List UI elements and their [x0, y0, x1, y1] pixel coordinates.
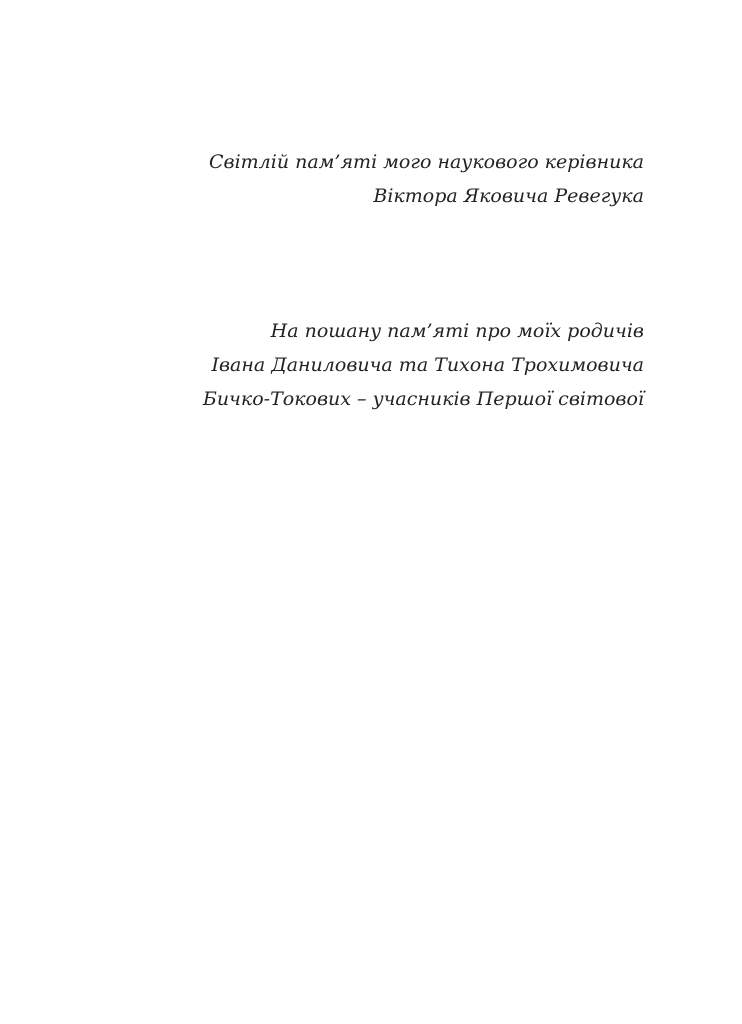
dedication-line: Світлій пам’яті мого наукового керівника — [208, 151, 644, 173]
dedication-to-supervisor — [84, 145, 644, 213]
dedication-line: Івана Даниловича та Тихона Трохимовича — [211, 354, 644, 376]
dedication-line: На пошану пам’яті про моїх родичів — [270, 320, 644, 342]
dedication-line: Віктора Яковича Ревегука — [373, 185, 644, 207]
dedication-line: Бичко-Токових – учасників Першої світової — [202, 388, 644, 410]
dedication-to-relatives — [84, 314, 644, 416]
